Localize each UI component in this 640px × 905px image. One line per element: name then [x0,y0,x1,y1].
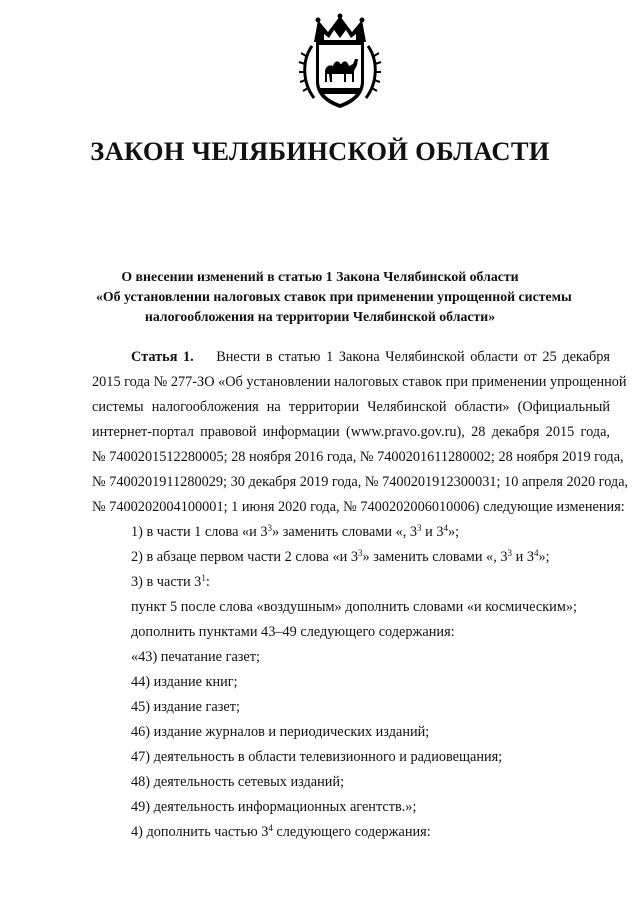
article-line-5: № 7400201512280005; 28 ноября 2016 года, № 7400201611280002; 28 ноября 2019 года, [92,449,624,465]
point-43: «43) печатание газет; [131,649,260,665]
point-46: 46) издание журналов и периодических изданий; [131,724,430,740]
subject-line-3: налогообложения на территории Челябинской области» [144,309,496,324]
item-2: 2) в абзаце первом части 2 слова «и $3^3$» заменить словами «, $3^3$ и $3^4$»; [131,548,550,565]
subject-line-1: О внесении изменений в статью 1 Закона Челябинской области [121,269,519,284]
subject-line-2: «Об установлении налоговых ставок при применении упрощенной системы [96,289,572,304]
article-line-7: № 7400202004100001; 1 июня 2020 года, № 7400202006010006) следующие изменения: [92,499,625,515]
article-line-6: № 7400201911280029; 30 декабря 2019 года, № 7400201912300031; 10 апреля 2020 года, [92,474,629,490]
item-3: 3) в части $3^1$: [131,573,210,590]
point-48: 48) деятельность сетевых изданий; [131,774,345,790]
item-1: 1) в части 1 слова «и $3^3$» заменить словами «, $3^3$ и $3^4$»; [131,523,460,540]
article-heading: Статья 1. [131,349,194,365]
article-line-2: 2015 года № 277-ЗО «Об установлении налоговых ставок при применении упрощенной [92,374,627,390]
point-45: 45) издание газет; [131,699,240,715]
law-title: ЗАКОН ЧЕЛЯБИНСКОЙ ОБЛАСТИ [90,136,550,166]
article-line-3: системы налогообложения на территории Челябинской области» (Официальный [92,399,610,415]
point-47: 47) деятельность в области телевизионного и радиовещания; [131,749,503,765]
article-line-1: Внести в статью 1 Закона Челябинской области от 25 декабря [216,349,611,365]
article-first-line [131,349,610,366]
item-4: 4) дополнить частью $3^4$ следующего содержания: [131,823,431,840]
law-subject [96,267,572,327]
point-49: 49) деятельность информационных агентств.»; [131,799,417,815]
item-3-point-5: пункт 5 после слова «воздушным» дополнить словами «и космическим»; [131,599,577,615]
item-3-add-points: дополнить пунктами 43–49 следующего содержания: [131,624,455,640]
point-44: 44) издание книг; [131,674,238,690]
coat-of-arms-icon [296,12,384,112]
article-line-4: интернет-портал правовой информации (www.pravo.gov.ru), 28 декабря 2015 года, [92,424,610,440]
